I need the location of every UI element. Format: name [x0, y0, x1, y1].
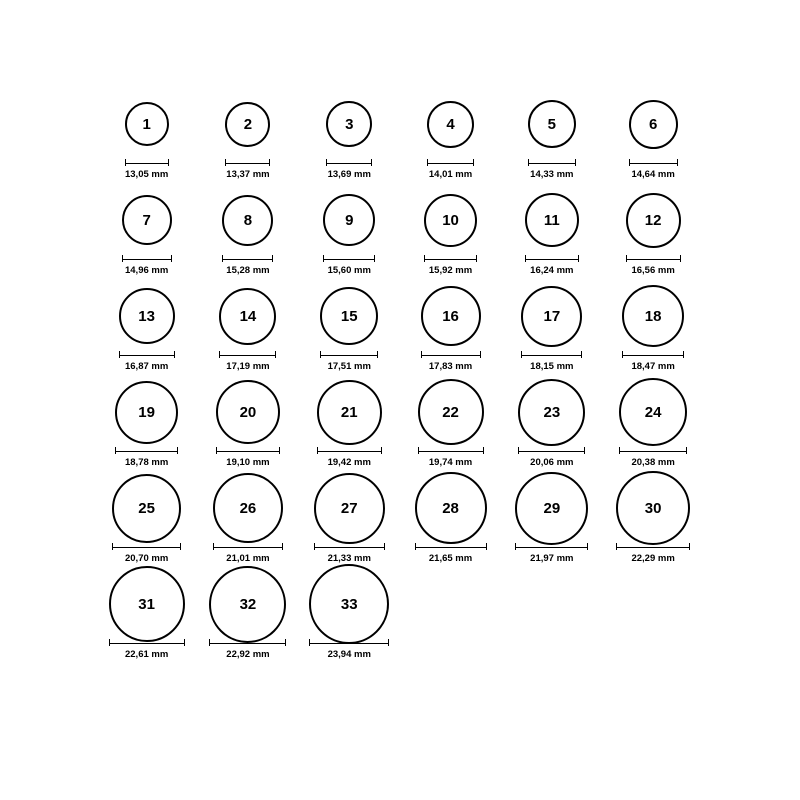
- ring-circle-icon: [213, 473, 283, 543]
- ring-size-number: 17: [543, 307, 561, 325]
- diameter-measure-line: [222, 254, 273, 263]
- ring-size-number: 25: [138, 499, 155, 517]
- diameter-measure-line: [112, 542, 181, 551]
- ring-size-cell: [501, 184, 602, 280]
- ring-size-cell: [299, 472, 400, 568]
- ring-circle-wrap: [326, 88, 372, 160]
- ring-circle-icon: [326, 101, 372, 147]
- diameter-mm-label: 19,74 mm: [428, 457, 473, 468]
- ring-size-cell: [299, 88, 400, 184]
- diameter-measure-line: [317, 446, 382, 455]
- measure-bar: [326, 159, 372, 166]
- ring-circle-icon: [629, 100, 678, 149]
- ring-circle-icon: [115, 381, 178, 444]
- ring-size-cell: [501, 88, 602, 184]
- diameter-mm-label: 21,97 mm: [530, 553, 574, 564]
- ring-circle-wrap: [424, 184, 477, 256]
- diameter-mm-label: 16,87 mm: [124, 361, 169, 372]
- diameter-mm-label: 13,69 mm: [327, 169, 371, 180]
- measure-bar: [421, 351, 481, 358]
- ring-size-cell: [96, 184, 197, 280]
- ring-size-number: 7: [142, 211, 151, 229]
- diameter-measure-line: [209, 638, 286, 647]
- diameter-measure-line: [622, 350, 684, 359]
- ring-circle-wrap: [112, 472, 181, 544]
- diameter-measure-line: [427, 158, 474, 167]
- ring-size-number: 29: [543, 499, 561, 517]
- diameter-measure-line: [122, 254, 172, 263]
- diameter-mm-label: 15,60 mm: [327, 265, 371, 276]
- ring-circle-wrap: [209, 568, 286, 640]
- ring-size-cell: [602, 280, 703, 376]
- diameter-mm-label: 14,64 mm: [631, 169, 675, 180]
- ring-circle-icon: [427, 101, 474, 148]
- ring-size-number: 9: [345, 211, 354, 229]
- diameter-measure-line: [115, 446, 178, 455]
- ring-size-cell: [400, 184, 501, 280]
- ring-size-cell: [96, 376, 197, 472]
- ring-circle-wrap: [418, 376, 484, 448]
- measure-bar: [619, 447, 687, 454]
- diameter-mm-label: 17,83 mm: [428, 361, 473, 372]
- ring-size-number: 24: [644, 403, 662, 421]
- diameter-mm-label: 15,92 mm: [428, 265, 473, 276]
- ring-circle-icon: [222, 195, 273, 246]
- diameter-measure-line: [225, 158, 270, 167]
- ring-circle-icon: [119, 288, 175, 344]
- ring-size-cell: [197, 88, 298, 184]
- ring-size-cell: [501, 280, 602, 376]
- diameter-mm-label: 19,42 mm: [327, 457, 371, 468]
- measure-bar: [213, 543, 283, 550]
- measure-bar: [427, 159, 474, 166]
- ring-size-number: 23: [543, 403, 561, 421]
- ring-circle-icon: [112, 474, 181, 543]
- ring-size-cell: [602, 184, 703, 280]
- ring-size-number: 13: [138, 307, 155, 325]
- diameter-mm-label: 13,05 mm: [124, 169, 169, 180]
- diameter-measure-line: [518, 446, 585, 455]
- ring-size-number: 26: [239, 499, 257, 517]
- ring-circle-wrap: [219, 280, 276, 352]
- measure-bar: [518, 447, 585, 454]
- ring-size-cell: [400, 88, 501, 184]
- ring-circle-wrap: [122, 184, 172, 256]
- diameter-mm-label: 22,61 mm: [124, 649, 169, 660]
- ring-circle-wrap: [528, 88, 576, 160]
- measure-bar: [323, 255, 375, 262]
- diameter-mm-label: 18,47 mm: [631, 361, 675, 372]
- ring-size-number: 8: [243, 211, 253, 229]
- ring-size-number: 6: [648, 115, 658, 133]
- diameter-measure-line: [629, 158, 678, 167]
- measure-bar: [525, 255, 579, 262]
- ring-size-cell: [299, 568, 400, 664]
- diameter-mm-label: 19,10 mm: [226, 457, 270, 468]
- diameter-measure-line: [326, 158, 372, 167]
- measure-bar: [616, 543, 690, 550]
- ring-circle-wrap: [515, 472, 588, 544]
- ring-circle-icon: [622, 285, 684, 347]
- ring-circle-wrap: [320, 280, 378, 352]
- measure-bar: [418, 447, 484, 454]
- ring-circle-wrap: [222, 184, 273, 256]
- ring-size-cell: [299, 184, 400, 280]
- measure-bar: [209, 639, 286, 646]
- ring-circle-wrap: [525, 184, 579, 256]
- diameter-mm-label: 15,28 mm: [226, 265, 270, 276]
- ring-circle-icon: [209, 566, 286, 643]
- ring-circle-icon: [314, 473, 385, 544]
- ring-size-number: 30: [644, 499, 662, 517]
- ring-size-cell: [299, 280, 400, 376]
- ring-size-cell: [197, 568, 298, 664]
- diameter-measure-line: [421, 350, 481, 359]
- ring-circle-icon: [320, 287, 378, 345]
- measure-bar: [122, 255, 172, 262]
- diameter-measure-line: [626, 254, 681, 263]
- ring-circle-icon: [216, 380, 280, 444]
- diameter-mm-label: 17,19 mm: [226, 361, 270, 372]
- diameter-mm-label: 18,78 mm: [124, 457, 169, 468]
- ring-circle-wrap: [626, 184, 681, 256]
- ring-size-cell: [96, 472, 197, 568]
- diameter-measure-line: [323, 254, 375, 263]
- ring-size-number: 10: [442, 211, 459, 229]
- measure-bar: [314, 543, 385, 550]
- ring-size-number: 2: [243, 115, 253, 133]
- ring-size-number: 3: [345, 115, 354, 133]
- ring-size-cell: [501, 376, 602, 472]
- ring-size-cell: [602, 88, 703, 184]
- measure-bar: [225, 159, 270, 166]
- ring-size-number: 19: [138, 403, 155, 421]
- measure-bar: [528, 159, 576, 166]
- ring-size-cell: [197, 184, 298, 280]
- ring-size-number: 5: [547, 115, 556, 133]
- ring-size-number: 21: [340, 403, 358, 421]
- diameter-mm-label: 14,96 mm: [124, 265, 169, 276]
- ring-circle-icon: [424, 194, 477, 247]
- diameter-mm-label: 20,70 mm: [124, 553, 169, 564]
- measure-bar: [415, 543, 487, 550]
- ring-circle-icon: [418, 379, 484, 445]
- diameter-mm-label: 16,24 mm: [530, 265, 574, 276]
- ring-size-cell: [197, 280, 298, 376]
- ring-size-cell: [602, 376, 703, 472]
- diameter-mm-label: 23,94 mm: [327, 649, 371, 660]
- ring-size-number: 1: [142, 115, 151, 133]
- measure-bar: [309, 639, 389, 646]
- measure-bar: [320, 351, 378, 358]
- ring-size-number: 31: [138, 595, 155, 613]
- ring-size-cell: [400, 376, 501, 472]
- ring-size-number: 14: [239, 307, 257, 325]
- diameter-measure-line: [525, 254, 579, 263]
- diameter-mm-label: 22,29 mm: [631, 553, 675, 564]
- ring-circle-icon: [122, 195, 172, 245]
- ring-size-cell: [400, 280, 501, 376]
- ring-size-number: 16: [442, 307, 459, 325]
- ring-size-cell: [501, 472, 602, 568]
- diameter-measure-line: [616, 542, 690, 551]
- diameter-measure-line: [309, 638, 389, 647]
- ring-circle-wrap: [521, 280, 582, 352]
- ring-circle-wrap: [309, 568, 389, 640]
- ring-circle-icon: [525, 193, 579, 247]
- measure-bar: [219, 351, 276, 358]
- ring-circle-wrap: [619, 376, 687, 448]
- ring-circle-wrap: [225, 88, 270, 160]
- diameter-measure-line: [314, 542, 385, 551]
- ring-size-number: 32: [239, 595, 257, 613]
- diameter-measure-line: [216, 446, 280, 455]
- ring-size-cell: [400, 472, 501, 568]
- measure-bar: [109, 639, 185, 646]
- measure-bar: [515, 543, 588, 550]
- ring-size-number: 4: [446, 115, 455, 133]
- diameter-mm-label: 21,01 mm: [226, 553, 270, 564]
- ring-size-number: 20: [239, 403, 257, 421]
- diameter-measure-line: [125, 158, 169, 167]
- ring-size-number: 15: [340, 307, 358, 325]
- ring-circle-icon: [109, 566, 185, 642]
- measure-bar: [521, 351, 582, 358]
- diameter-mm-label: 14,33 mm: [530, 169, 574, 180]
- ring-circle-wrap: [629, 88, 678, 160]
- ring-size-number: 33: [340, 595, 358, 613]
- diameter-mm-label: 20,38 mm: [631, 457, 675, 468]
- ring-circle-icon: [518, 379, 585, 446]
- diameter-mm-label: 16,56 mm: [631, 265, 675, 276]
- ring-circle-icon: [415, 472, 487, 544]
- ring-size-number: 11: [543, 211, 560, 229]
- diameter-measure-line: [119, 350, 175, 359]
- ring-circle-icon: [219, 288, 276, 345]
- ring-circle-icon: [317, 380, 382, 445]
- ring-circle-wrap: [421, 280, 481, 352]
- ring-circle-icon: [225, 102, 270, 147]
- ring-size-cell: [96, 568, 197, 664]
- ring-circle-icon: [309, 564, 389, 644]
- ring-size-number: 12: [644, 211, 662, 229]
- ring-size-number: 27: [340, 499, 358, 517]
- ring-circle-icon: [421, 286, 481, 346]
- diameter-measure-line: [213, 542, 283, 551]
- diameter-measure-line: [320, 350, 378, 359]
- diameter-measure-line: [619, 446, 687, 455]
- ring-circle-wrap: [518, 376, 585, 448]
- measure-bar: [115, 447, 178, 454]
- ring-size-cell: [197, 376, 298, 472]
- ring-size-cell: [197, 472, 298, 568]
- diameter-mm-label: 21,33 mm: [327, 553, 371, 564]
- ring-circle-icon: [521, 286, 582, 347]
- ring-circle-icon: [528, 100, 576, 148]
- ring-size-cell: [96, 88, 197, 184]
- ring-circle-wrap: [622, 280, 684, 352]
- ring-circle-wrap: [119, 280, 175, 352]
- ring-circle-wrap: [125, 88, 169, 160]
- diameter-measure-line: [521, 350, 582, 359]
- ring-circle-icon: [515, 472, 588, 545]
- diameter-measure-line: [415, 542, 487, 551]
- diameter-measure-line: [418, 446, 484, 455]
- ring-size-cell: [602, 472, 703, 568]
- ring-circle-wrap: [323, 184, 375, 256]
- ring-circle-wrap: [213, 472, 283, 544]
- ring-circle-wrap: [427, 88, 474, 160]
- measure-bar: [222, 255, 273, 262]
- ring-circle-icon: [125, 102, 169, 146]
- ring-size-number: 28: [442, 499, 459, 517]
- measure-bar: [629, 159, 678, 166]
- diameter-mm-label: 13,37 mm: [226, 169, 270, 180]
- diameter-mm-label: 20,06 mm: [530, 457, 574, 468]
- diameter-mm-label: 17,51 mm: [327, 361, 371, 372]
- ring-size-grid: [96, 88, 704, 664]
- measure-bar: [216, 447, 280, 454]
- ring-size-number: 22: [442, 403, 459, 421]
- measure-bar: [622, 351, 684, 358]
- ring-circle-wrap: [415, 472, 487, 544]
- ring-size-cell: [96, 280, 197, 376]
- diameter-mm-label: 18,15 mm: [530, 361, 574, 372]
- ring-circle-icon: [323, 194, 375, 246]
- diameter-measure-line: [515, 542, 588, 551]
- measure-bar: [626, 255, 681, 262]
- diameter-mm-label: 22,92 mm: [226, 649, 270, 660]
- measure-bar: [317, 447, 382, 454]
- measure-bar: [424, 255, 477, 262]
- measure-bar: [112, 543, 181, 550]
- ring-circle-wrap: [216, 376, 280, 448]
- diameter-mm-label: 14,01 mm: [428, 169, 473, 180]
- diameter-measure-line: [109, 638, 185, 647]
- ring-circle-icon: [619, 378, 687, 446]
- diameter-measure-line: [219, 350, 276, 359]
- ring-circle-wrap: [115, 376, 178, 448]
- ring-size-number: 18: [644, 307, 662, 325]
- ring-circle-wrap: [109, 568, 185, 640]
- ring-size-cell: [299, 376, 400, 472]
- measure-bar: [119, 351, 175, 358]
- diameter-measure-line: [528, 158, 576, 167]
- diameter-mm-label: 21,65 mm: [428, 553, 473, 564]
- ring-circle-wrap: [317, 376, 382, 448]
- ring-circle-wrap: [616, 472, 690, 544]
- measure-bar: [125, 159, 169, 166]
- ring-circle-wrap: [314, 472, 385, 544]
- diameter-measure-line: [424, 254, 477, 263]
- ring-circle-icon: [616, 471, 690, 545]
- ring-circle-icon: [626, 193, 681, 248]
